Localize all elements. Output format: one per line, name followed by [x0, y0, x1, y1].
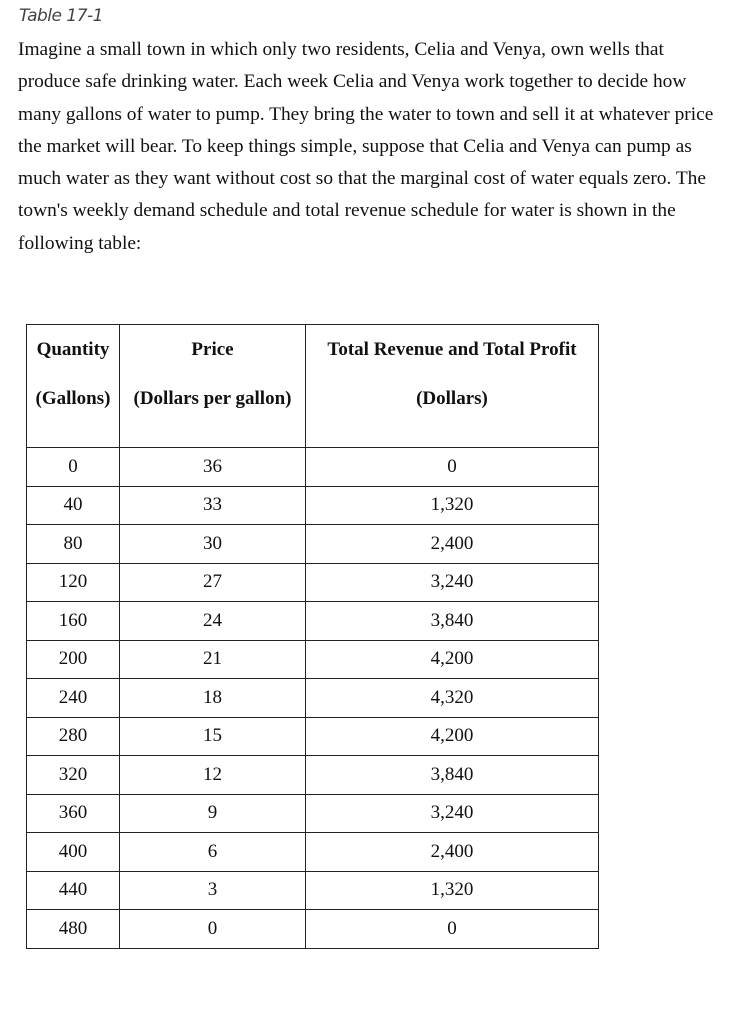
header-price	[120, 325, 306, 448]
revenue-cell: 4,200	[306, 717, 599, 756]
header-quantity-unit: (Gallons)	[35, 388, 111, 409]
table-row	[27, 756, 599, 795]
problem-description: Imagine a small town in which only two residents, Celia and Venya, own wells that produce safe drinking water. Each week Celia and Venya work together to decide how many gallons of water to pump. They bring the water to town and sell it at whatever price the market will bear. To keep things simple, suppose that Celia and Venya can pump as much water as they want without cost so that the marginal cost of water equals zero. The town's weekly demand schedule and total revenue schedule for water is shown in the following table:	[18, 39, 714, 254]
price-cell: 30	[120, 525, 306, 564]
header-revenue-title: Total Revenue and Total Profit	[327, 339, 577, 360]
quantity-cell: 0	[27, 448, 120, 487]
revenue-cell: 0	[306, 910, 599, 949]
price-cell: 27	[120, 563, 306, 602]
price-cell: 9	[120, 794, 306, 833]
price-cell: 24	[120, 602, 306, 641]
quantity-cell: 480	[27, 910, 120, 949]
quantity-cell: 80	[27, 525, 120, 564]
price-cell: 12	[120, 756, 306, 795]
quantity-cell: 440	[27, 871, 120, 910]
header-quantity-title: Quantity	[36, 339, 110, 360]
table-row	[27, 833, 599, 872]
price-cell: 3	[120, 871, 306, 910]
revenue-cell: 3,840	[306, 602, 599, 641]
table-row	[27, 525, 599, 564]
quantity-cell: 400	[27, 833, 120, 872]
price-cell: 36	[120, 448, 306, 487]
revenue-cell: 3,840	[306, 756, 599, 795]
demand-schedule-table	[26, 324, 599, 949]
revenue-cell: 4,320	[306, 679, 599, 718]
revenue-cell: 0	[306, 448, 599, 487]
price-cell: 33	[120, 486, 306, 525]
quantity-cell: 280	[27, 717, 120, 756]
quantity-cell: 120	[27, 563, 120, 602]
quantity-cell: 320	[27, 756, 120, 795]
header-quantity	[27, 325, 120, 448]
quantity-cell: 40	[27, 486, 120, 525]
header-total-revenue	[306, 325, 599, 448]
table-row	[27, 602, 599, 641]
table-row	[27, 448, 599, 487]
table-row	[27, 910, 599, 949]
table-row	[27, 871, 599, 910]
table-row	[27, 717, 599, 756]
table-row	[27, 679, 599, 718]
table-header-row	[27, 325, 599, 448]
table-row	[27, 794, 599, 833]
revenue-cell: 2,400	[306, 525, 599, 564]
table-row	[27, 640, 599, 679]
price-cell: 21	[120, 640, 306, 679]
quantity-cell: 200	[27, 640, 120, 679]
revenue-cell: 2,400	[306, 833, 599, 872]
revenue-cell: 1,320	[306, 486, 599, 525]
quantity-cell: 240	[27, 679, 120, 718]
quantity-cell: 360	[27, 794, 120, 833]
table-caption: Table 17-1	[19, 6, 103, 26]
price-cell: 18	[120, 679, 306, 718]
table-row	[27, 563, 599, 602]
price-cell: 6	[120, 833, 306, 872]
revenue-cell: 3,240	[306, 794, 599, 833]
header-price-unit: (Dollars per gallon)	[133, 388, 292, 409]
price-cell: 15	[120, 717, 306, 756]
table-row	[27, 486, 599, 525]
revenue-cell: 1,320	[306, 871, 599, 910]
quantity-cell: 160	[27, 602, 120, 641]
price-cell: 0	[120, 910, 306, 949]
revenue-cell: 3,240	[306, 563, 599, 602]
revenue-cell: 4,200	[306, 640, 599, 679]
header-revenue-unit: (Dollars)	[416, 388, 488, 409]
header-price-title: Price	[191, 339, 234, 360]
